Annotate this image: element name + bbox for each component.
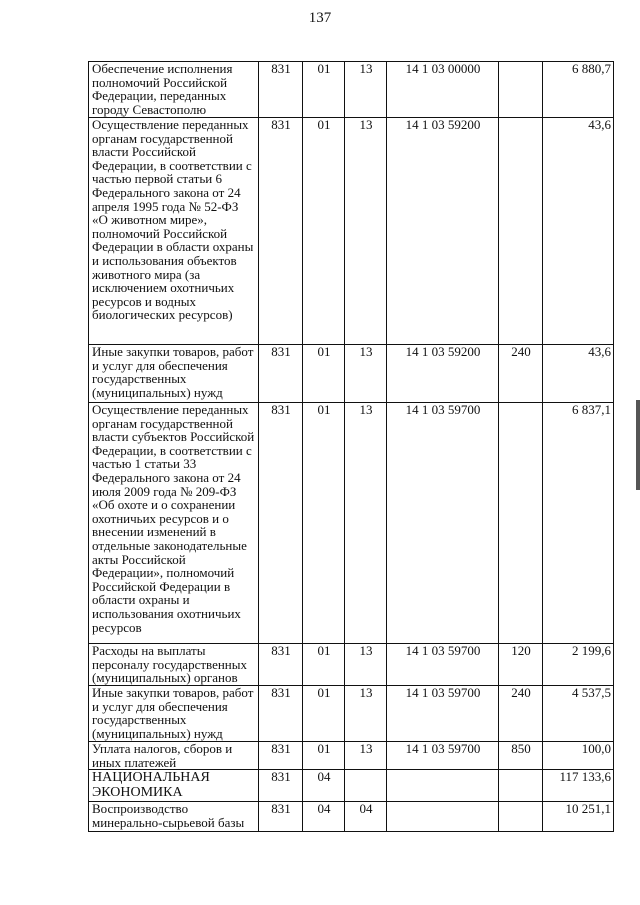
target-article-cell: 14 1 03 59200 [387,345,499,403]
expense-type-cell [499,403,543,644]
row-name-cell: Осуществление переданных органам государственной власти субъектов Российской Федерации, в соответствии с частью 1 статьи 33 Федерального закона от 24 июля 2009 года № 209-ФЗ «Об охоте и о сохранении охотничьих ресурсов и о внесении изменений в отдельные законодательные акты Российской Федерации», полномочий Российской Федерации в области охраны и использования охотничьих ресурсов [89,403,259,644]
table-row [89,62,614,118]
target-article-cell: 14 1 03 59700 [387,644,499,686]
expense-type-cell: 240 [499,686,543,742]
table-row [89,802,614,832]
row-name-cell: Осуществление переданных органам государственной власти Российской Федерации, в соответствии с частью первой статьи 6 Федерального закона от 24 апреля 1995 года № 52-ФЗ «О животном мире», полномочий Российской Федерации в области охраны и использования объектов животного мира (за исключением охотничьих ресурсов и водных биологических ресурсов) [89,118,259,345]
row-name-cell: Обеспечение исполнения полномочий Российской Федерации, переданных городу Севастополю [89,62,259,118]
page-number: 137 [308,10,332,26]
amount-cell: 4 537,5 [543,686,614,742]
table-row [89,644,614,686]
target-article-cell [387,802,499,832]
table-row [89,686,614,742]
table-row [89,403,614,644]
section-cell: 01 [303,403,345,644]
subsection-cell [345,770,387,802]
target-article-cell: 14 1 03 59700 [387,686,499,742]
section-cell: 01 [303,62,345,118]
budget-table-body [89,62,614,832]
section-cell: 01 [303,118,345,345]
target-article-cell: 14 1 03 59700 [387,742,499,770]
row-name-cell: Иные закупки товаров, работ и услуг для обеспечения государственных (муниципальных) нужд [89,686,259,742]
section-cell: 04 [303,802,345,832]
amount-cell: 2 199,6 [543,644,614,686]
grbs-cell: 831 [259,62,303,118]
expense-type-cell: 850 [499,742,543,770]
grbs-cell: 831 [259,802,303,832]
expense-type-cell [499,802,543,832]
subsection-cell: 13 [345,644,387,686]
target-article-cell: 14 1 03 59200 [387,118,499,345]
amount-cell: 100,0 [543,742,614,770]
table-row [89,118,614,345]
row-name-cell: Воспроизводство минерально-сырьевой базы [89,802,259,832]
expense-type-cell [499,118,543,345]
subsection-cell: 13 [345,118,387,345]
row-name-cell: Иные закупки товаров, работ и услуг для обеспечения государственных (муниципальных) нужд [89,345,259,403]
target-article-cell: 14 1 03 59700 [387,403,499,644]
subsection-cell: 13 [345,62,387,118]
row-name-cell: Уплата налогов, сборов и иных платежей [89,742,259,770]
subsection-cell: 13 [345,403,387,644]
grbs-cell: 831 [259,345,303,403]
grbs-cell: 831 [259,686,303,742]
target-article-cell: 14 1 03 00000 [387,62,499,118]
expense-type-cell: 120 [499,644,543,686]
grbs-cell: 831 [259,742,303,770]
grbs-cell: 831 [259,770,303,802]
expense-type-cell [499,62,543,118]
budget-table [88,61,614,832]
amount-cell: 43,6 [543,345,614,403]
subsection-cell: 13 [345,686,387,742]
subsection-cell: 13 [345,742,387,770]
section-cell: 01 [303,742,345,770]
expense-type-cell [499,770,543,802]
expense-type-cell: 240 [499,345,543,403]
section-cell: 01 [303,644,345,686]
section-cell: 01 [303,345,345,403]
grbs-cell: 831 [259,644,303,686]
row-name-cell: Расходы на выплаты персоналу государственных (муниципальных) органов [89,644,259,686]
grbs-cell: 831 [259,118,303,345]
amount-cell: 117 133,6 [543,770,614,802]
table-row [89,742,614,770]
scan-edge-mark [636,400,640,490]
section-cell: 01 [303,686,345,742]
amount-cell: 6 837,1 [543,403,614,644]
subsection-cell: 13 [345,345,387,403]
target-article-cell [387,770,499,802]
row-name-cell: НАЦИОНАЛЬНАЯ ЭКОНОМИКА [89,770,259,802]
amount-cell: 10 251,1 [543,802,614,832]
amount-cell: 6 880,7 [543,62,614,118]
amount-cell: 43,6 [543,118,614,345]
table-row [89,770,614,802]
table-row [89,345,614,403]
subsection-cell: 04 [345,802,387,832]
grbs-cell: 831 [259,403,303,644]
section-cell: 04 [303,770,345,802]
